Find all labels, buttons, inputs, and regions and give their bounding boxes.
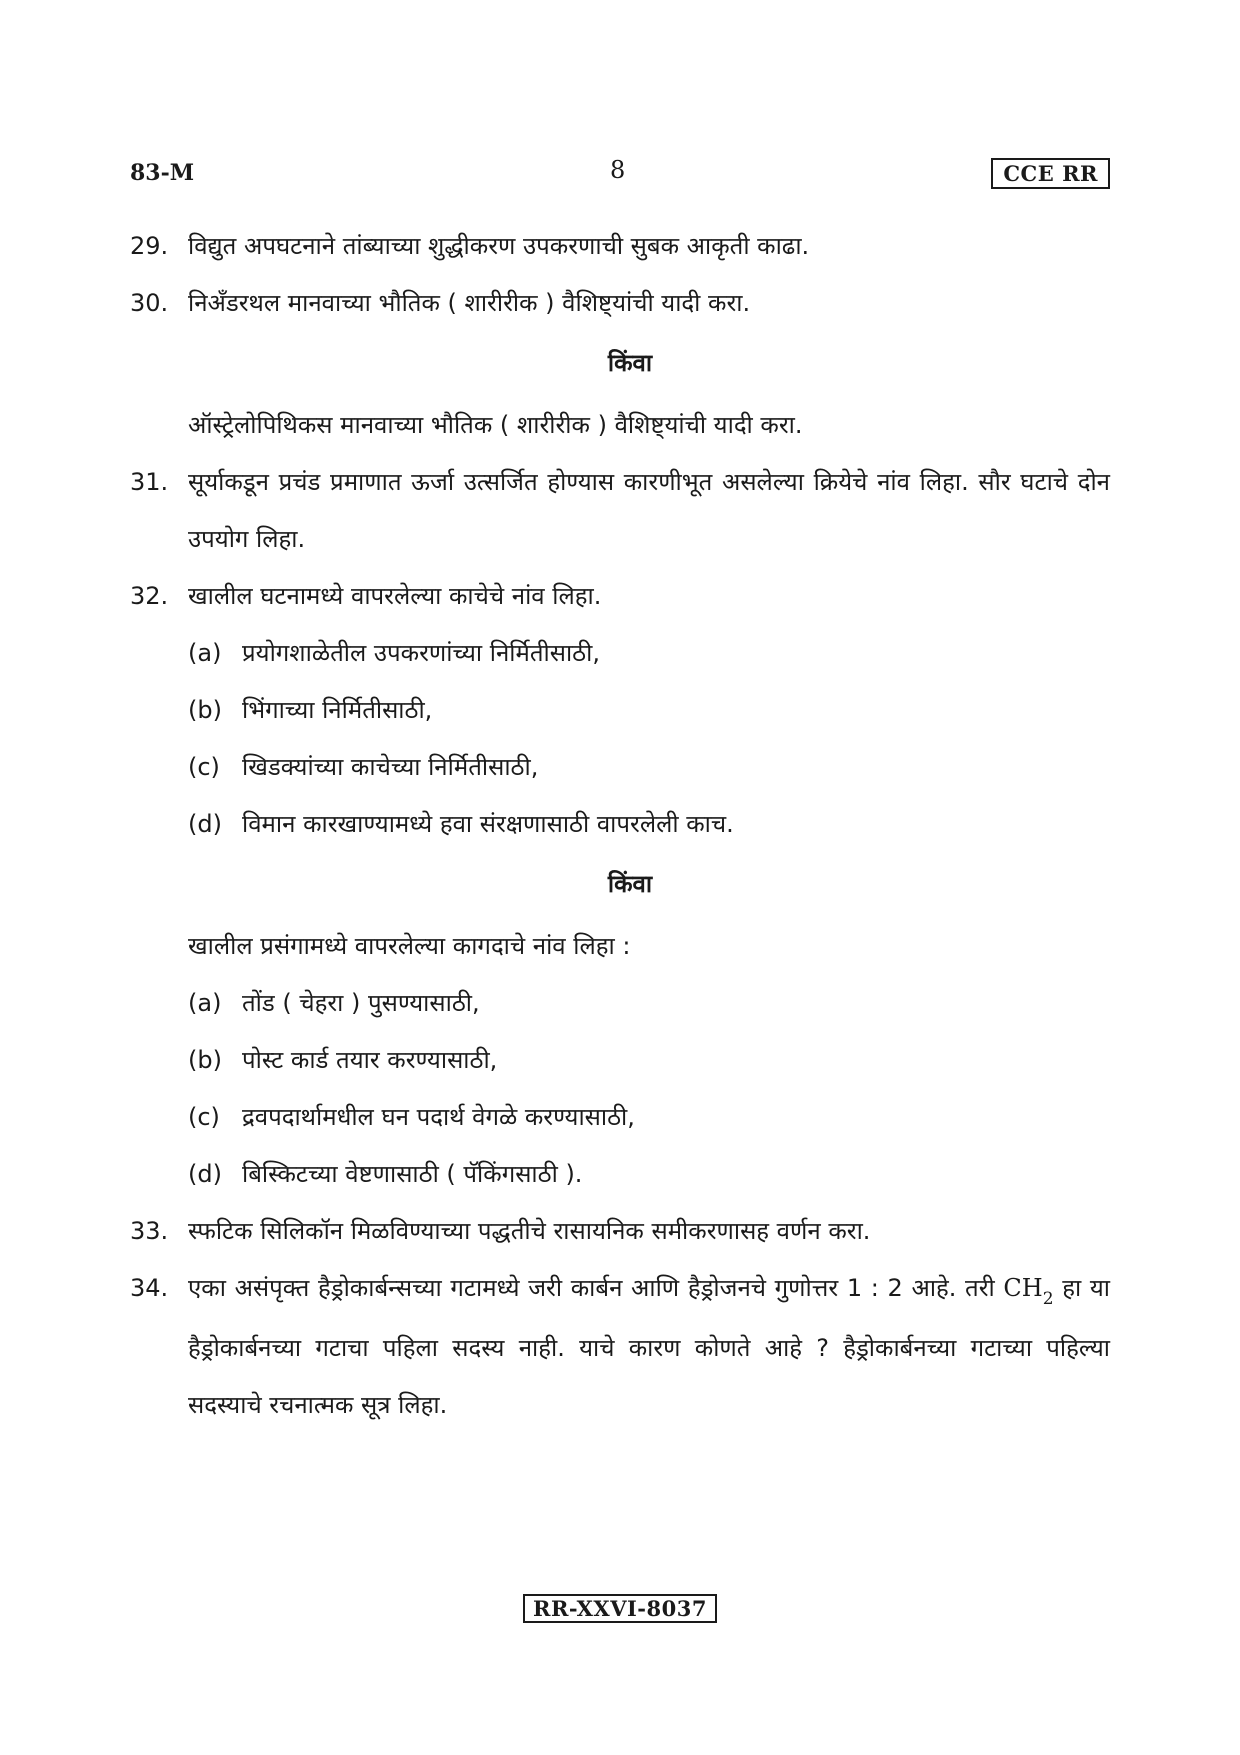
question-text: स्फटिक सिलिकॉन मिळविण्याच्या पद्धतीचे रासायनिक समीकरणासह वर्णन करा. bbox=[188, 1217, 871, 1245]
option-item bbox=[130, 796, 1110, 853]
question-34 bbox=[130, 1260, 1110, 1434]
question-30 bbox=[130, 275, 1110, 332]
option-text: बिस्किटच्या वेष्टणासाठी ( पॅकिंगसाठी ). bbox=[242, 1160, 583, 1188]
option-text: विमान कारखाण्यामध्ये हवा संरक्षणासाठी वापरलेली काच. bbox=[242, 810, 734, 838]
or-separator: किंवा bbox=[607, 349, 653, 377]
option-label: (c) bbox=[188, 753, 220, 781]
option-text: तोंड ( चेहरा ) पुसण्यासाठी, bbox=[242, 989, 480, 1017]
page-header bbox=[130, 156, 1110, 196]
option-label: (b) bbox=[188, 1046, 222, 1074]
question-31 bbox=[130, 454, 1110, 568]
option-text: पोस्ट कार्ड तयार करण्यासाठी, bbox=[242, 1046, 498, 1074]
option-item bbox=[130, 682, 1110, 739]
question-text: सूर्याकडून प्रचंड प्रमाणात ऊर्जा उत्सर्जित होण्यास कारणीभूत असलेल्या क्रियेचे नांव लिहा. सौर घटाचे दोन उपयोग लिहा. bbox=[188, 468, 1110, 553]
question-number: 34. bbox=[130, 1274, 169, 1302]
question-number: 29. bbox=[130, 232, 169, 260]
option-label: (b) bbox=[188, 696, 222, 724]
chemical-formula bbox=[1003, 1274, 1054, 1309]
option-label: (a) bbox=[188, 639, 222, 667]
or-separator: किंवा bbox=[607, 870, 653, 898]
option-item bbox=[130, 625, 1110, 682]
alternative-question-text: ऑस्ट्रेलोपिथिकस मानवाच्या भौतिक ( शारीरीक ) वैशिष्ट्यांची यादी करा. bbox=[188, 411, 803, 439]
question-number: 31. bbox=[130, 468, 169, 496]
option-item bbox=[130, 1146, 1110, 1203]
page-footer bbox=[0, 1594, 1240, 1623]
formula-main: CH bbox=[1003, 1274, 1043, 1302]
option-text: प्रयोगशाळेतील उपकरणांच्या निर्मितीसाठी, bbox=[242, 639, 600, 667]
question-text-part-2: हा या हैड्रोकार्बनच्या गटाचा पहिला सदस्य नाही. याचे कारण कोणते आहे ? हैड्रोकार्बनच्या गटाच्या पहिल्या सदस्याचे रचनात्मक सूत्र लिहा. bbox=[188, 1274, 1110, 1419]
option-text: खिडक्यांच्या काचेच्या निर्मितीसाठी, bbox=[242, 753, 539, 781]
option-label: (d) bbox=[188, 810, 222, 838]
question-text: खालील घटनामध्ये वापरलेल्या काचेचे नांव लिहा. bbox=[188, 582, 602, 610]
question-text: विद्युत अपघटनाने तांब्याच्या शुद्धीकरण उपकरणाची सुबक आकृती काढा. bbox=[188, 232, 810, 260]
question-number: 33. bbox=[130, 1217, 169, 1245]
formula-subscript: 2 bbox=[1042, 1289, 1054, 1309]
question-text: निअँडरथल मानवाच्या भौतिक ( शारीरीक ) वैशिष्ट्यांची यादी करा. bbox=[188, 289, 751, 317]
question-32 bbox=[130, 568, 1110, 625]
option-item bbox=[130, 1089, 1110, 1146]
option-label: (d) bbox=[188, 1160, 222, 1188]
paper-code: 83-M bbox=[130, 160, 195, 186]
question-number: 30. bbox=[130, 289, 169, 317]
question-number: 32. bbox=[130, 582, 169, 610]
page-number: 8 bbox=[610, 156, 626, 184]
cce-rr-box: CCE RR bbox=[991, 158, 1110, 189]
footer-code-box: RR-XXVI-8037 bbox=[523, 1594, 717, 1623]
question-text-part-1: एका असंपृक्त हैड्रोकार्बन्सच्या गटामध्ये जरी कार्बन आणि हैड्रोजनचे गुणोत्तर 1 : 2 आहे. तरी bbox=[188, 1274, 1004, 1302]
option-item bbox=[130, 975, 1110, 1032]
option-text: द्रवपदार्थामधील घन पदार्थ वेगळे करण्यासाठी, bbox=[242, 1103, 635, 1131]
alternative-question-text: खालील प्रसंगामध्ये वापरलेल्या कागदाचे नांव लिहा : bbox=[188, 932, 631, 960]
question-29 bbox=[130, 218, 1110, 275]
option-text: भिंगाच्या निर्मितीसाठी, bbox=[242, 696, 433, 724]
option-label: (c) bbox=[188, 1103, 220, 1131]
option-item bbox=[130, 739, 1110, 796]
question-list bbox=[130, 218, 1110, 1434]
question-33 bbox=[130, 1203, 1110, 1260]
option-label: (a) bbox=[188, 989, 222, 1017]
option-item bbox=[130, 1032, 1110, 1089]
